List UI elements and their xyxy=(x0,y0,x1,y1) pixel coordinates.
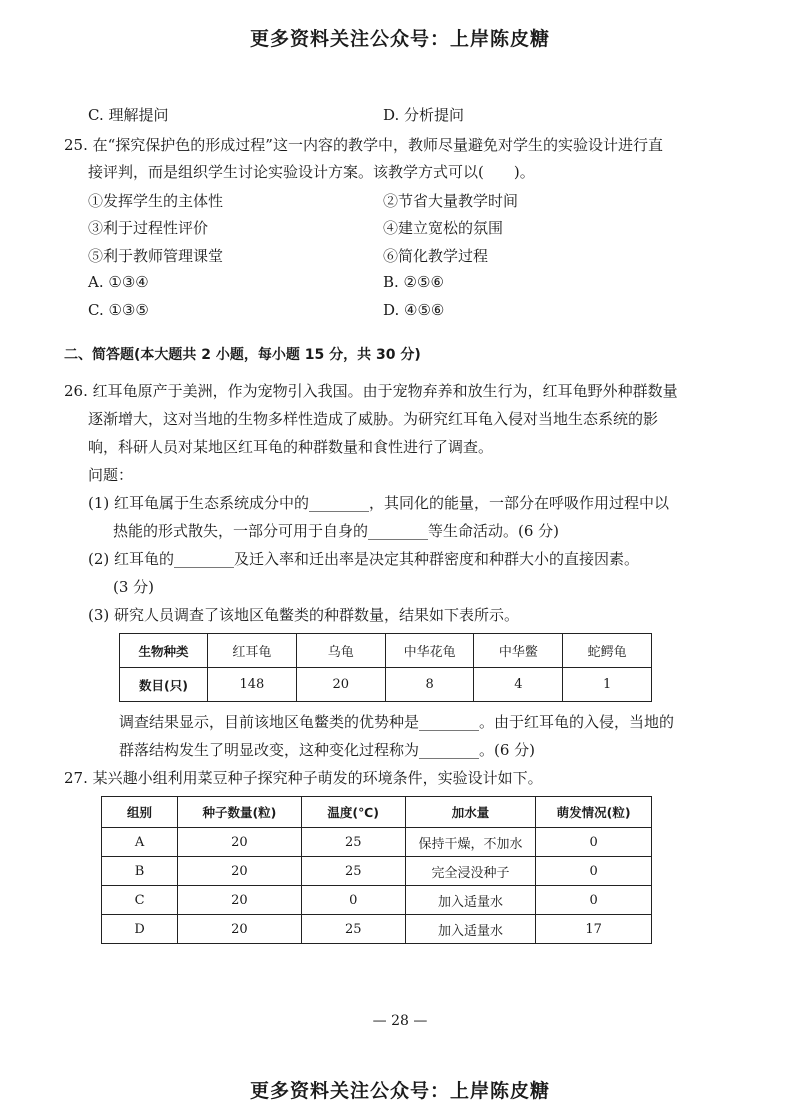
table-cell: D xyxy=(102,915,178,944)
table-header-cell: 蛇鳄龟 xyxy=(563,634,652,668)
table-cell: 20 xyxy=(296,668,385,702)
q25-item: ①发挥学生的主体性 xyxy=(88,192,224,210)
q26-after-line-1: 调查结果显示，目前该地区龟鳖类的优势种是________。由于红耳龟的入侵，当地的 xyxy=(119,713,675,731)
table-cell: A xyxy=(102,828,178,857)
table-header-cell: 温度(℃) xyxy=(301,797,405,828)
table-header-cell: 生物种类 xyxy=(120,634,208,668)
q25-item: ③利于过程性评价 xyxy=(88,219,209,237)
table-cell: 加入适量水 xyxy=(405,915,536,944)
q25-item: ⑥简化教学过程 xyxy=(383,247,489,265)
table-header-cell: 种子数量(粒) xyxy=(178,797,302,828)
banner-top: 更多资料关注公众号：上岸陈皮糖 xyxy=(249,28,550,50)
q25-option: A. ①③④ xyxy=(88,273,149,291)
table-row xyxy=(102,857,652,886)
table-header-cell: 乌龟 xyxy=(296,634,385,668)
turtle-count-table xyxy=(119,633,652,702)
table-row xyxy=(102,828,652,857)
table-row xyxy=(102,915,652,944)
table-cell: 0 xyxy=(536,857,652,886)
q26-sub1-line-2: 热能的形式散失，一部分可用于自身的________等生命活动。(6 分) xyxy=(113,522,560,540)
table-cell: 25 xyxy=(301,915,405,944)
table-cell: B xyxy=(102,857,178,886)
table-header-cell: 红耳龟 xyxy=(207,634,296,668)
q25-item: ⑤利于教师管理课堂 xyxy=(88,247,224,265)
q27-line-1: 27. 某兴趣小组利用菜豆种子探究种子萌发的环境条件，实验设计如下。 xyxy=(64,769,543,787)
table-cell: 加入适量水 xyxy=(405,886,536,915)
q26-question-label: 问题： xyxy=(88,466,134,484)
q26-sub2-line-2: (3 分) xyxy=(113,578,155,596)
table-header-cell: 中华鳖 xyxy=(474,634,563,668)
table-cell: 8 xyxy=(385,668,474,702)
table-cell: 0 xyxy=(536,828,652,857)
q25-option: C. ①③⑤ xyxy=(88,301,149,319)
table-row xyxy=(102,886,652,915)
table-cell: 25 xyxy=(301,828,405,857)
q26-line-2: 逐渐增大，这对当地的生物多样性造成了威胁。为研究红耳龟入侵对当地生态系统的影 xyxy=(88,410,659,428)
table-cell: 20 xyxy=(178,857,302,886)
seed-germination-table xyxy=(101,796,652,944)
table-cell: 20 xyxy=(178,886,302,915)
q25-item: ②节省大量教学时间 xyxy=(383,192,519,210)
table-header-row xyxy=(120,634,652,668)
q25-option: D. ④⑤⑥ xyxy=(383,301,445,319)
table-header-row xyxy=(102,797,652,828)
table-header-cell: 萌发情况(粒) xyxy=(536,797,652,828)
q26-line-3: 响，科研人员对某地区红耳龟的种群数量和食性进行了调查。 xyxy=(88,438,494,456)
q25-line-2: 接评判，而是组织学生讨论实验设计方案。该教学方式可以( )。 xyxy=(88,163,535,181)
table-cell: 保持干燥，不加水 xyxy=(405,828,536,857)
table-cell: C xyxy=(102,886,178,915)
q26-after-line-2: 群落结构发生了明显改变，这种变化过程称为________。(6 分) xyxy=(119,741,536,759)
table-cell: 0 xyxy=(536,886,652,915)
q26-sub1-line-1: (1) 红耳龟属于生态系统成分中的________，其同化的能量，一部分在呼吸作用过程中以 xyxy=(88,494,670,512)
table-cell: 20 xyxy=(178,828,302,857)
table-cell: 数目(只) xyxy=(120,668,208,702)
table-header-cell: 加水量 xyxy=(405,797,536,828)
table-cell: 1 xyxy=(563,668,652,702)
q24-option-c: C. 理解提问 xyxy=(88,106,169,124)
table-cell: 4 xyxy=(474,668,563,702)
q25-line-1: 25. 在“探究保护色的形成过程”这一内容的教学中，教师尽量避免对学生的实验设计进行直 xyxy=(64,136,663,154)
table-cell: 完全浸没种子 xyxy=(405,857,536,886)
table-cell: 25 xyxy=(301,857,405,886)
q26-sub3-line-1: (3) 研究人员调查了该地区龟鳖类的种群数量，结果如下表所示。 xyxy=(88,606,520,624)
table-header-cell: 中华花龟 xyxy=(385,634,474,668)
table-header-cell: 组别 xyxy=(102,797,178,828)
q24-option-d: D. 分析提问 xyxy=(383,106,465,124)
section-title: 二、简答题(本大题共 2 小题，每小题 15 分，共 30 分) xyxy=(64,347,421,363)
table-cell: 17 xyxy=(536,915,652,944)
q26-sub2-line-1: (2) 红耳龟的________及迁入率和迁出率是决定其种群密度和种群大小的直接因素。 xyxy=(88,550,640,568)
page-number: — 28 — xyxy=(372,1013,428,1029)
table-cell: 20 xyxy=(178,915,302,944)
table-cell: 0 xyxy=(301,886,405,915)
table-cell: 148 xyxy=(207,668,296,702)
q26-line-1: 26. 红耳龟原产于美洲，作为宠物引入我国。由于宠物弃养和放生行为，红耳龟野外种群数量 xyxy=(64,382,678,400)
table-row xyxy=(120,668,652,702)
q25-item: ④建立宽松的氛围 xyxy=(383,219,504,237)
banner-bottom: 更多资料关注公众号：上岸陈皮糖 xyxy=(249,1080,550,1102)
q25-option: B. ②⑤⑥ xyxy=(383,273,444,291)
